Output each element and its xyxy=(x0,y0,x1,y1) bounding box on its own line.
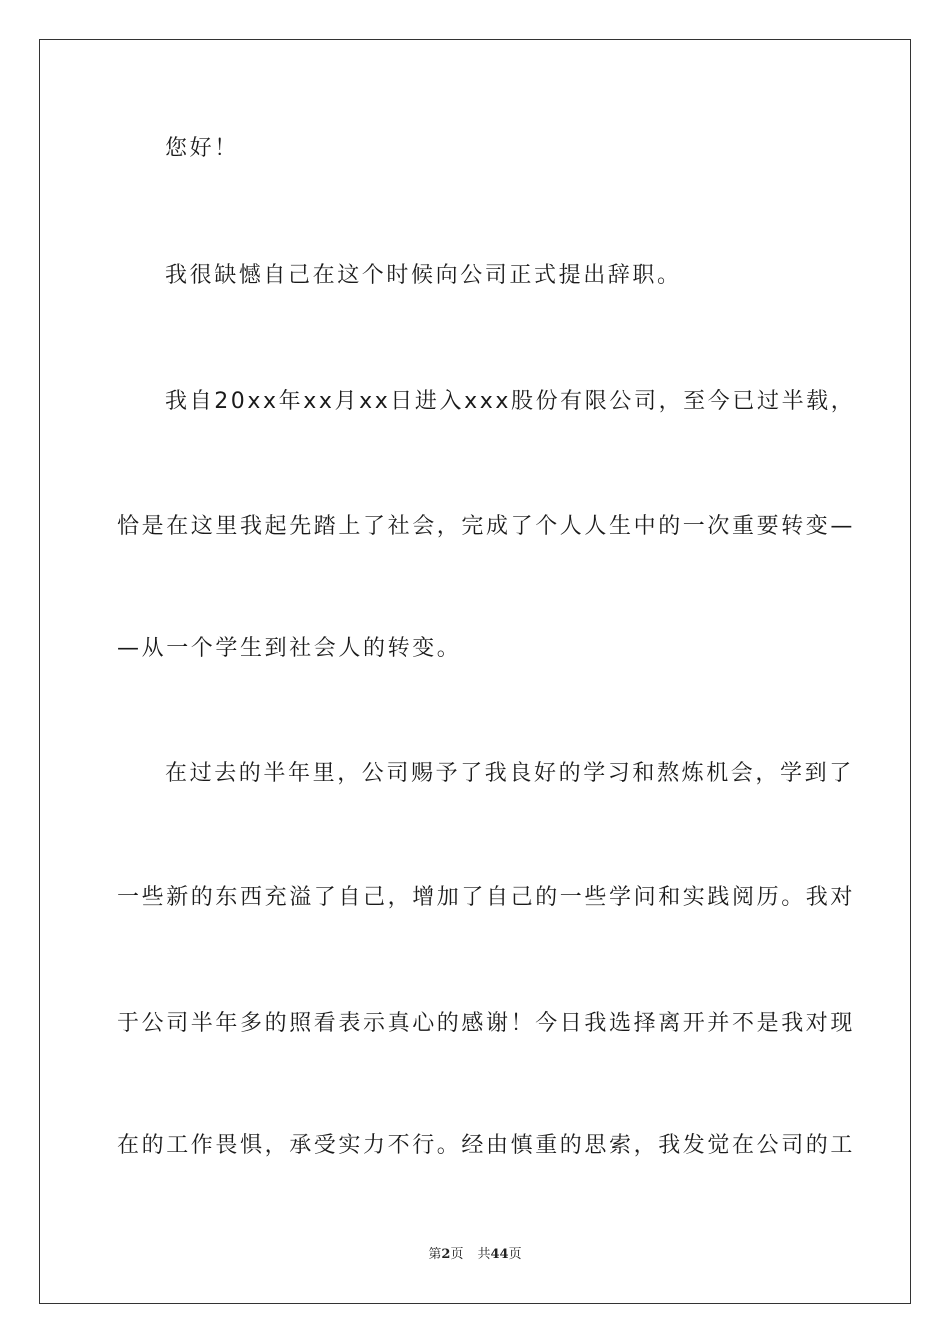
text-line-paragraph-3-4: 在的工作畏惧，承受实力不行。经由慎重的思索，我发觉在公司的工 xyxy=(117,1133,856,1158)
total-suffix: 页 xyxy=(508,1247,522,1262)
text-line-paragraph-3-1: 在过去的半年里，公司赐予了我良好的学习和熬炼机会，学到了 xyxy=(165,761,854,786)
page-footer xyxy=(0,1246,950,1264)
text-line-greeting: 您好！ xyxy=(165,136,239,161)
page-border xyxy=(39,39,911,1304)
page-current: 2 xyxy=(441,1247,451,1262)
total-prefix: 共 xyxy=(477,1247,491,1262)
page-prefix: 第 xyxy=(428,1247,442,1262)
text-line-paragraph-2-1: 我自20xx年xx月xx日进入xxx股份有限公司，至今已过半载， xyxy=(165,389,856,414)
text-line-paragraph-2-3: —从一个学生到社会人的转变。 xyxy=(117,636,462,661)
text-line-paragraph-3-2: 一些新的东西充溢了自己，增加了自己的一些学问和实践阅历。我对 xyxy=(117,885,856,910)
text-line-resignation: 我很缺憾自己在这个时候向公司正式提出辞职。 xyxy=(165,263,682,288)
text-line-paragraph-2-2: 恰是在这里我起先踏上了社会，完成了个人人生中的一次重要转变— xyxy=(117,514,856,539)
text-line-paragraph-3-3: 于公司半年多的照看表示真心的感谢！今日我选择离开并不是我对现 xyxy=(117,1011,856,1036)
page-suffix: 页 xyxy=(450,1247,464,1262)
page-total: 44 xyxy=(490,1247,509,1262)
